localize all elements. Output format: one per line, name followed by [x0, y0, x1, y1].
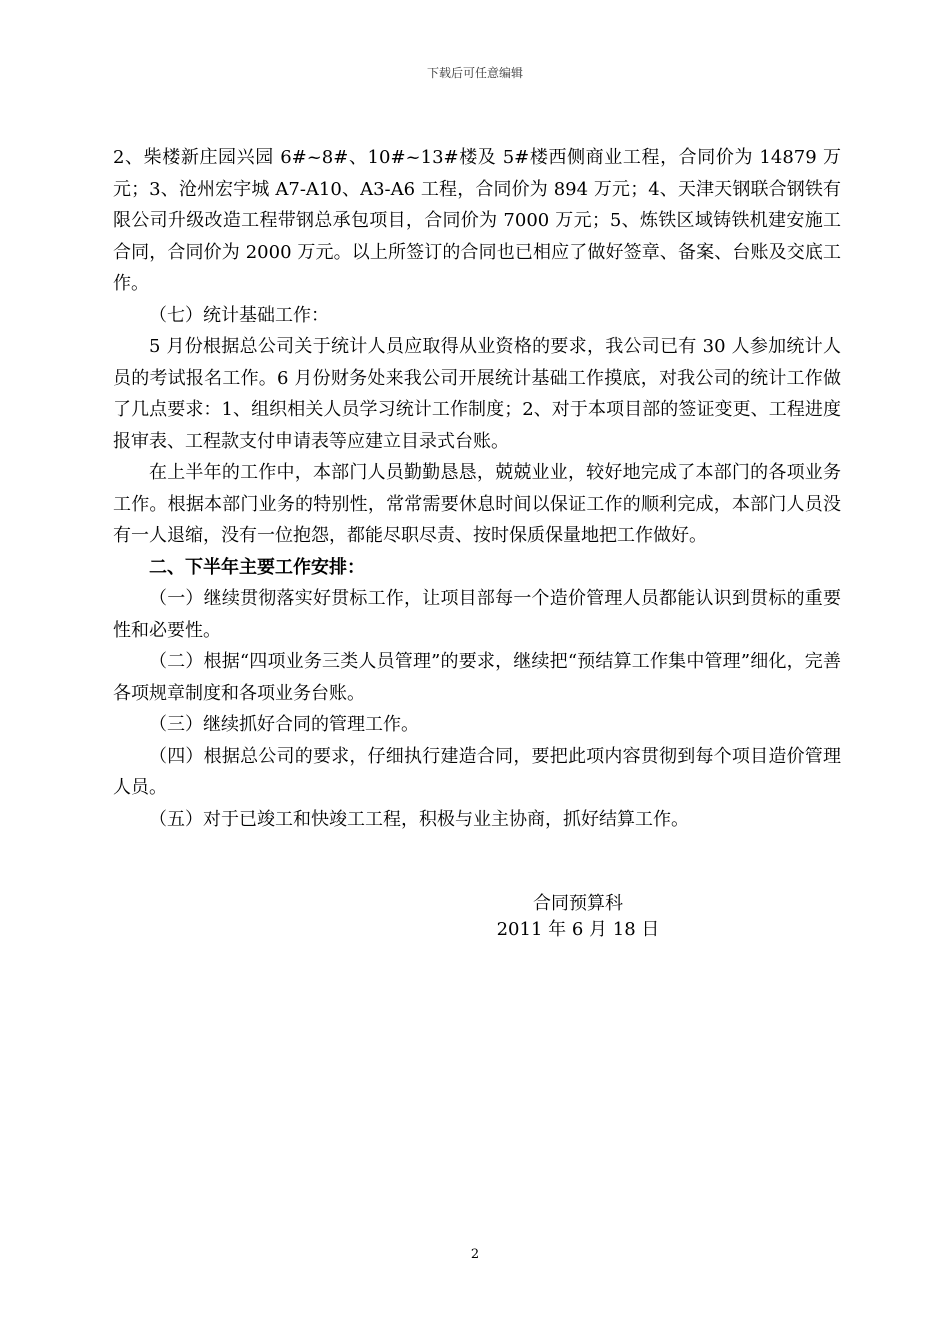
plan-item-5: （五）对于已竣工和快竣工工程，积极与业主协商，抓好结算工作。: [149, 808, 689, 830]
page-header: 下载后可任意编辑: [426, 66, 523, 80]
summary-paragraph: 在上半年的工作中，本部门人员勤勤恳恳，兢兢业业，较好地完成了本部门的各项业务工作。根据本部门业务的特别性，常常需要休息时间以保证工作的顺利完成，本部门人员没有一人退缩，没有一位抱怨，都能尽职尽责、按时保质保量地把工作做好。: [113, 462, 841, 546]
statistics-paragraph: 5 月份根据总公司关于统计人员应取得从业资格的要求，我公司已有 30 人参加统计人员的考试报名工作。6 月份财务处来我公司开展统计基础工作摸底，对我公司的统计工作做了几点要求：1、组织相关人员学习统计工作制度；2、对于本项目部的签证变更、工程进度报审表、工程款支付申请表等应建立目录式台账。: [113, 336, 841, 452]
document-body: [113, 142, 841, 835]
plan-item-3: （三）继续抓好合同的管理工作。: [149, 714, 419, 735]
page-number: 2: [470, 1247, 480, 1262]
section-heading-plans: 二、下半年主要工作安排：: [149, 556, 365, 578]
section-heading-statistics: （七）统计基础工作：: [149, 304, 329, 326]
plan-item-1: （一）继续贯彻落实好贯标工作，让项目部每一个造价管理人员都能认识到贯标的重要性和必要性。: [113, 588, 841, 641]
plan-item-2: （二）根据“四项业务三类人员管理”的要求，继续把“预结算工作集中管理”细化，完善各项规章制度和各项业务台账。: [113, 651, 841, 704]
contracts-paragraph: 2、柴楼新庄园兴园 6#~8#、10#~13#楼及 5#楼西侧商业工程，合同价为 14879 万元；3、沧州宏宇城 A7-A10、A3-A6 工程，合同价为 894 万元；4、天津天钢联合钢铁有限公司升级改造工程带钢总承包项目，合同价为 7000 万元；5、炼铁区域铸铁机建安施工合同，合同价为 2000 万元。以上所签订的合同也已相应了做好签章、备案、台账及交底工作。: [113, 147, 841, 294]
signature-department: 合同预算科: [533, 893, 623, 914]
signature-date: 2011 年 6 月 18 日: [496, 919, 660, 940]
plan-item-4: （四）根据总公司的要求，仔细执行建造合同，要把此项内容贯彻到每个项目造价管理人员。: [113, 745, 841, 798]
